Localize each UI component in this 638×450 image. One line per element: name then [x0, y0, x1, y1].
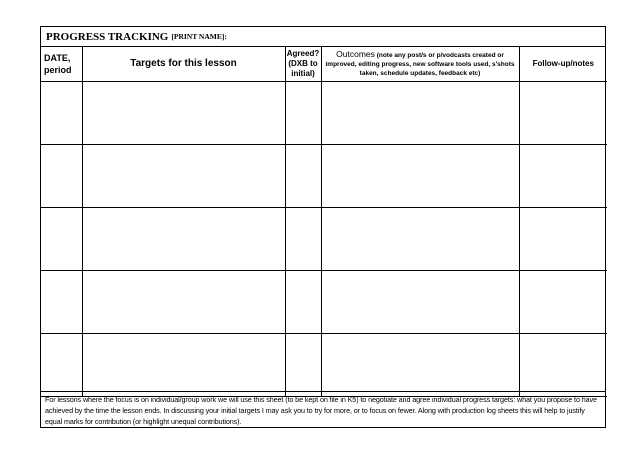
targets-cell[interactable] [82, 270, 285, 333]
agreed-cell[interactable] [285, 144, 321, 207]
table-row [41, 144, 607, 207]
date-cell[interactable] [41, 270, 82, 333]
column-header-date: DATE, period [41, 47, 82, 81]
targets-cell[interactable] [82, 333, 285, 396]
tracking-table [41, 47, 607, 397]
footer-instructions: For lessons where the focus is on individual/group work we will use this sheet (to be kept on file in K5) to negotiate and agree individual progress targets: what you propose to have achieved by the time the lesson ends. In discussing your initial targets I may ask you to try for more, or to focus on fewer. Along with production log sheets this will help to justify equal marks for contribution (or highlight unequal contributions). [41, 391, 605, 427]
outcomes-cell[interactable] [321, 81, 519, 144]
title-main: PROGRESS TRACKING [46, 30, 169, 43]
outcomes-cell[interactable] [321, 144, 519, 207]
agreed-cell[interactable] [285, 207, 321, 270]
table-row [41, 207, 607, 270]
agreed-cell[interactable] [285, 270, 321, 333]
agreed-cell[interactable] [285, 81, 321, 144]
table-row [41, 333, 607, 396]
followup-cell[interactable] [519, 270, 607, 333]
outcomes-cell[interactable] [321, 270, 519, 333]
column-header-agreed: Agreed? (DXB to initial) [285, 47, 321, 81]
title-print-name: [PRINT NAME]: [171, 32, 227, 41]
column-header-targets: Targets for this lesson [82, 47, 285, 81]
date-cell[interactable] [41, 333, 82, 396]
progress-tracking-sheet [40, 26, 606, 428]
column-header-followup: Follow-up/notes [519, 47, 607, 81]
table-row [41, 81, 607, 144]
outcomes-cell[interactable] [321, 333, 519, 396]
followup-cell[interactable] [519, 333, 607, 396]
date-cell[interactable] [41, 81, 82, 144]
agreed-cell[interactable] [285, 333, 321, 396]
followup-cell[interactable] [519, 81, 607, 144]
targets-cell[interactable] [82, 207, 285, 270]
column-header-outcomes: Outcomes (note any post/s or p/vodcasts created or improved, editing progress, new software tools used, s'shots taken, schedule updates, feedback etc) [321, 47, 519, 81]
date-cell[interactable] [41, 207, 82, 270]
sheet-title [41, 27, 605, 47]
outcomes-cell[interactable] [321, 207, 519, 270]
date-cell[interactable] [41, 144, 82, 207]
targets-cell[interactable] [82, 81, 285, 144]
targets-cell[interactable] [82, 144, 285, 207]
followup-cell[interactable] [519, 144, 607, 207]
header-row [41, 47, 607, 81]
followup-cell[interactable] [519, 207, 607, 270]
table-row [41, 270, 607, 333]
